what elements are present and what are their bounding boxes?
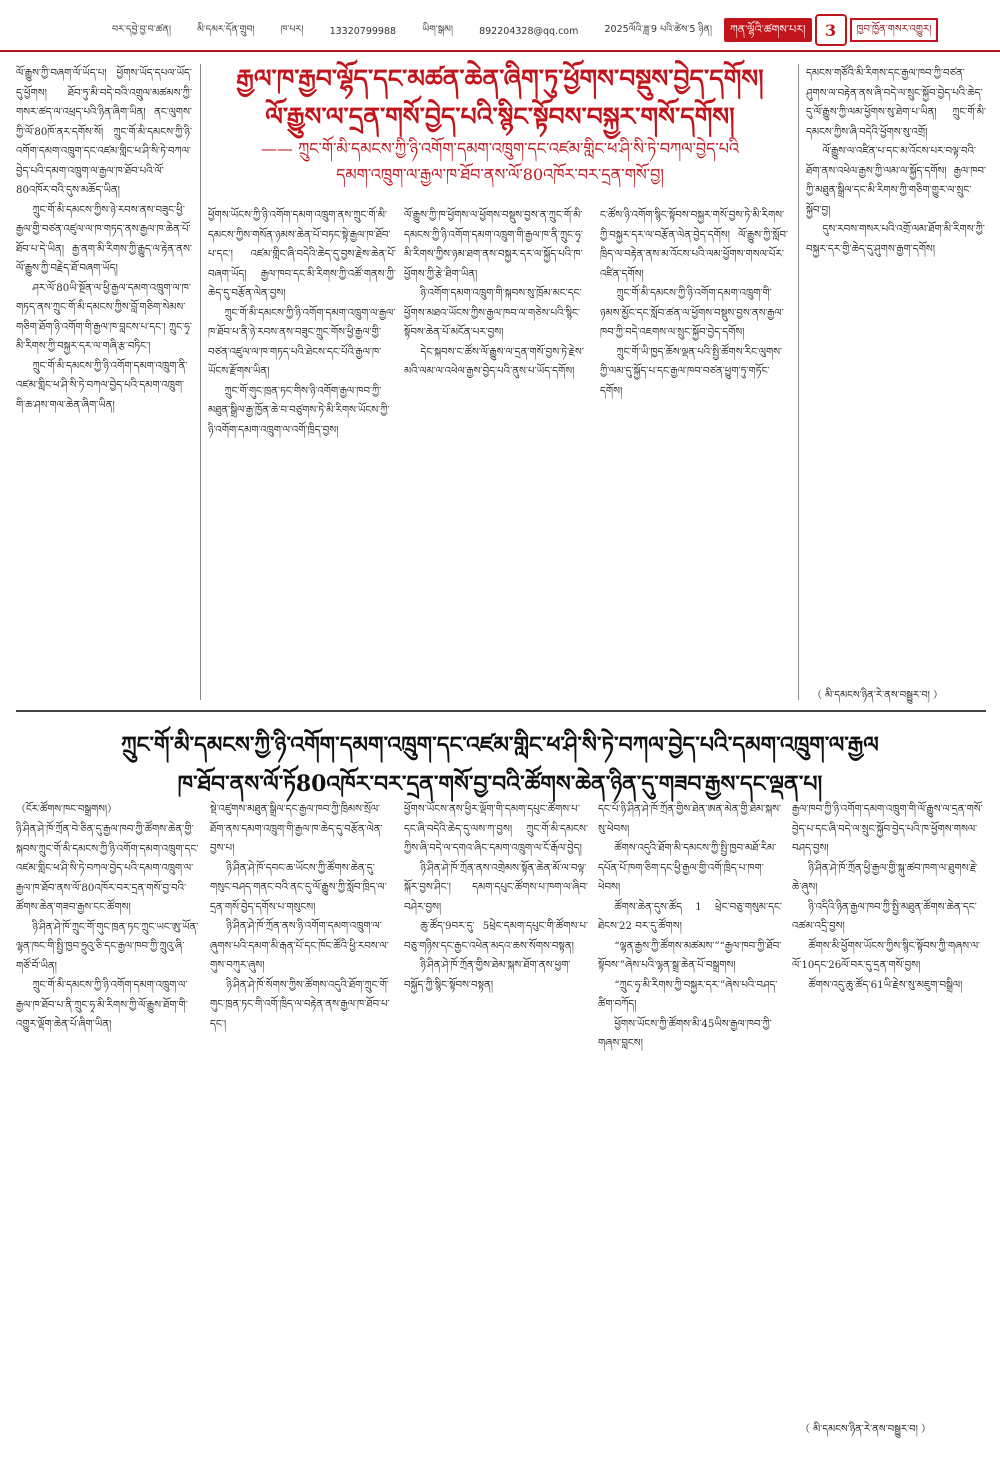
article1-column-mid2 <box>404 206 592 704</box>
article2-title-line1: ཀྲུང་གོ་མི་དམངས་ཀྱི་ཉི་འགོག་དམག་འཁྲུག་དང་འཛམ་གླིང་ཕ་ཤི་སི་ཏེ་བཀལ་བྱེད་པའི་དམག་འཁྲུག་ལ་རྒྱལ <box>121 732 879 758</box>
paragraph: སྡེ་འཛུགས་མཐུན་སྒྲིལ་དང་རྒྱལ་ཁབ་ཀྱི་ཁྲིམས་སྲོལ་ཐོག་ནས་དམག་འཁྲུག་གི་རྒྱལ་ཁ་ཆེད་དུ་བརྩོན་ལེན་བྱས་པ། <box>210 804 383 854</box>
paragraph: ཉི་འདིའི་ཉིན་རྒྱལ་ཁབ་ཀྱི་སྤྱི་མཐུན་ཚོགས་ཆེན་དང་འཚམ་འདྲི་བྱས། <box>792 901 977 932</box>
article2-title-line2: ཁ་ཐོབ་ནས་ལོ་ཏོ80འཁོར་བར་དྲན་གསོ་བྱ་བའི་ཚོགས་ཆེན་ཉིན་དུ་གཟབ་རྒྱས་དང་ལྡན་པ། <box>177 771 823 797</box>
article2-byline: （ མི་དམངས་ཉིན་རེ་ནས་བསྒྱུར་བ། ） <box>800 1424 931 1435</box>
paragraph: ཕྱོགས་ཡོངས་ཀྱི་ཉི་འགོག་དམག་འཁྲུག་ནས་ཀྲུང་གོ་མི་དམངས་ཀྱིས་གསོན་ཉམས་ཆེན་པོ་བཏང་སྟེ་རྒྱལ་ཁ་ཐོབ་པ་དང་། འཛམ་གླིང་ཞི་བདེའི་ཆེད་དུ་བྱས་རྗེས་ཆེན་པོ་བཞག་ཡོད། རྒྱལ་ཁབ་དང་མི་རིགས་ཀྱི་འཚོ་གནས་ཀྱི་ཆེད་དུ་བརྩོན་ལེན་བྱས། <box>208 210 396 299</box>
paragraph: ཀྲུང་གོ་མི་དམངས་ཀྱིས་ཉེ་རབས་ནས་བཟུང་ཕྱི་རྒྱལ་གྱི་བཙན་འཛུལ་ལ་ཁ་གཏད་ནས་རྒྱལ་ཁ་ཆེན་པོ་ཐོབ་པ་དེ་ཡིན། རྒྱ་ནག་མི་རིགས་ཀྱི་རྒྱུད་ལ་རྟེན་ནས་ལོ་རྒྱུས་ཀྱི་བརྗེད་ཐོ་བཞག་ཡོད། <box>16 204 192 274</box>
page-number: 3 <box>815 14 847 46</box>
section-divider <box>16 710 986 712</box>
article1-column-right <box>806 64 986 680</box>
paragraph: ཀྲུང་གོ་མི་དམངས་ཀྱི་ཉི་འགོག་དམག་འཁྲུག་གི་ཉམས་མྱོང་དང་སློབ་ཚན་ལ་ཕྱོགས་བསྡུས་བྱས་ནས་རྒྱལ་ཁབ་ཀྱི་བདེ་འཇགས་ལ་སྲུང་སྐྱོབ་བྱེད་དགོས། <box>600 288 784 338</box>
email-label: ཡིག་སྒམ། <box>422 23 453 35</box>
paragraph: ཉི་ཤིན་ཤེ་ཁོ་དབང་ཆ་ཡོངས་ཀྱི་ཚོགས་ཆེན་དུ་གསུང་བཤད་གནང་བའི་ནང་དུ་ལོ་རྒྱུས་ཀྱི་སློབ་ཁྲིད་ལ་དྲན་གསོ་བྱེད་དགོས་པ་གསུངས། <box>210 862 387 913</box>
paragraph: ལོ་རྒྱུས་ཀྱི་བཞག་ལོ་ཡོད་པ། ཕྱོགས་ཡོད་དཔལ་ཡོད་དུ་ཕྱོགས། ཐོབ་ཏུ་མི་བདེ་བའི་འགྲུལ་མཚམས་ཀྱི་གསར་ཚད་ལ་འཕྲད་པའི་ཉིན་ཞིག་ཡིན། ནང་ལུགས་ཀྱི་ལོ་80ཁོ་ནར་དགོས་སོ། ཀྲུང་གོ་མི་དམངས་ཀྱི་ཉི་འགོག་དམག་འཁྲུག་དང་འཛམ་གླིང་ཕ་ཤི་སི་ཏེ་བཀལ་བྱེད་པའི་དམག་འཁྲུག་ལ་རྒྱལ་ཁ་ཐོབ་པའི་ལོ་80འཁོར་བའི་དུས་མཆོད་ཡིན། <box>16 68 192 196</box>
phone-number: 13320799988 <box>329 25 397 37</box>
article1-subtitle-line1: —— ཀྲུང་གོ་མི་དམངས་ཀྱི་ཉི་འགོག་དམག་འཁྲུག་དང་འཛམ་གླིང་ཕ་ཤི་སི་ཏེ་བཀལ་བྱེད་པའི <box>260 139 740 158</box>
paragraph: ཚོགས་ཆེན་དུས་ཚོད 1 ཕྲེང་བཅུ་གསུམ་དང་ཐེངས་22 བར་དུ་ཚོགས། <box>598 901 782 932</box>
article2-column-4 <box>598 800 782 1448</box>
paragraph: ཆུ་ཚོད་9བར་དུ་ 5ཕྲེང་དམག་དཔུང་གི་ཚོགས་པ་བཅུ་གཉིས་དང་རྒྱང་འཕེན་མདའ་ཆས་སོགས་བསྟན། <box>404 921 588 952</box>
article1-title-line1: རྒྱལ་ཁ་རྒྱབ་ལྷོད་དང་མཚན་ཆེན་ཞིག་ཏུ་ཕྱོགས་བསྡུས་བྱེད་དགོས། <box>236 64 764 93</box>
paragraph: ལོ་རྒྱུས་ཀྱི་ཁ་ཕྱོགས་ལ་ཕྱོགས་བསྡུས་བྱས་ན་ཀྲུང་གོ་མི་དམངས་ཀྱི་ཉི་འགོག་དམག་འཁྲུག་གི་རྒྱལ་ཁ་ནི་ཀྲུང་ཧྭ་མི་རིགས་ཀྱིས་ཉམ་ཐག་ནས་བསྐྱར་དར་ལ་སྐྱོད་པའི་ཁ་ཕྱོགས་ཀྱི་རྩེ་ཐིག་ཡིན། <box>404 210 583 280</box>
article2-column-2 <box>210 800 394 1448</box>
paragraph: ཀྲུང་གོ་མི་དམངས་ཀྱི་ཉི་འགོག་དམག་འཁྲུག་ནི་འཛམ་གླིང་ཕ་ཤི་སི་ཏེ་བཀལ་བྱེད་པའི་དམག་འཁྲུག་གི་ཆ་ཤས་གལ་ཆེན་ཞིག་ཡིན། <box>16 360 188 411</box>
paragraph: ཚོགས་འདུའི་ཐོག་མི་དམངས་ཀྱི་སྤྱི་ཁྱབ་མཐོ་རིམ་དཔོན་པོ་ཁག་ཅིག་དང་ཕྱི་རྒྱལ་གྱི་འགོ་ཁྲིད་པ་ཁག་ཕེབས། <box>598 843 777 893</box>
paragraph: ཀྲུང་གོ་མི་དམངས་ཀྱི་ཉི་འགོག་དམག་འཁྲུག་ལ་རྒྱལ་ཁ་ཐོབ་པ་ནི་ཉེ་རབས་ནས་བཟུང་ཀྲུང་གོས་ཕྱི་རྒྱལ་གྱི་བཙན་འཛུལ་ལ་ཁ་གཏད་པའི་ཐེངས་དང་པོའི་རྒྱལ་ཁ་ཡོངས་རྫོགས་ཡིན། <box>208 307 396 377</box>
paragraph: ཚོགས་མི་ཕྱོགས་ཡོངས་ཀྱིས་སྙིང་སྟོབས་ཀྱི་གཞས་ལ་ལོ་10དང་26ལོ་བར་དུ་དྲན་གསོ་བྱས། <box>792 940 981 971</box>
paragraph: དམངས་གཙོའི་མི་རིགས་དང་རྒྱལ་ཁབ་ཀྱི་བཙན་ཤུགས་ལ་བརྟེན་ནས་ཞི་བདེ་ལ་སྲུང་སྐྱོབ་བྱེད་པའི་ཆེད་དུ་ལོ་རྒྱུས་ཀྱི་ལམ་ཕྱོགས་སུ་ཐེག་པ་ཡིན། ཀྲུང་གོ་མི་དམངས་ཀྱིས་ཞི་བདེའི་ཕྱོགས་སུ་འགྲོ། <box>806 68 986 138</box>
paragraph: རྒྱལ་ཁབ་ཀྱི་ཉི་འགོག་དམག་འཁྲུག་གི་ལོ་རྒྱུས་ལ་དྲན་གསོ་བྱེད་པ་དང་ཞི་བདེ་ལ་སྲུང་སྐྱོབ་བྱེད་པའི་ཁ་ཕྱོགས་གསལ་བཤད་བྱས། <box>792 804 983 854</box>
article1-subtitle-line2: དམག་འཁྲུག་ལ་རྒྱལ་ཁ་ཐོབ་ནས་ལོ་80འཁོར་བར་དྲན་གསོ་བྱ། <box>336 165 664 184</box>
paragraph: ཀྲུང་གོ་གུང་ཁྲན་ཏང་གིས་ཉི་འགོག་རྒྱལ་ཁབ་ཀྱི་མཐུན་སྒྲིལ་རྒྱ་ཁྱོན་ཆེ་བ་བཙུགས་ཏེ་མི་རིགས་ཡོངས་ཀྱི་ཉི་འགོག་དམག་འཁྲུག་ལ་འགོ་ཁྲིད་བྱས། <box>208 385 390 436</box>
article2-column-1 <box>16 820 200 1448</box>
paragraph: དང་པོ་ཉི་ཤིན་ཤེ་ཁོ་ཀྲོན་གྱིས་ཐེན་ཨན་མེན་གྱི་ཐེམ་སྐས་སུ་ཕེབས། <box>598 804 782 835</box>
phone-label: ཁ་པར། <box>280 23 304 35</box>
article1-column-mid3 <box>600 206 788 704</box>
editor-label: བར་དབྱེ་བྱ་བ་ཚན། <box>112 23 171 35</box>
article1-column-left <box>16 64 192 704</box>
paragraph: ང་ཚོས་ཉི་འགོག་སྙིང་སྟོབས་བསྐྱར་གསོ་བྱས་ཏེ་མི་རིགས་ཀྱི་བསྐྱར་དར་ལ་བརྩོན་ལེན་བྱེད་དགོས། ལོ་རྒྱུས་ཀྱི་སློབ་ཁྲིད་ལ་བརྟེན་ནས་མ་འོངས་པའི་ལམ་ཕྱོགས་གསལ་པོར་འཛིན་དགོས། <box>600 210 788 280</box>
newspaper-name: ཀན་ལྷོའི་ཚགས་པར། <box>724 18 812 42</box>
column-divider <box>798 64 799 700</box>
paragraph: ཉི་ཤིན་ཤེ་ཁོ་ཀྲོན་ནས་འགྲེམས་སྟོན་ཆེན་མོ་ལ་བལྟ་སྐོར་བྱས་ཤིང་། དམག་དཔུང་ཚོགས་པ་ཁག་ལ་ཞིབ་བཤེར་བྱས། <box>404 862 588 913</box>
paragraph: ཀྲུང་གོ་ཡི་ཁྱད་ཆོས་ལྡན་པའི་སྤྱི་ཚོགས་རིང་ལུགས་ཀྱི་ལམ་དུ་སྐྱོད་པ་དང་རྒྱལ་ཁབ་བཙན་ཕྱུག་ཏུ་གཏོང་དགོས། <box>600 346 783 397</box>
paragraph: ལོ་རྒྱུས་ལ་འཛིན་པ་དང་མ་འོངས་པར་བལྟ་བའི་ཐོག་ནས་འཕེལ་རྒྱས་ཀྱི་ལམ་ལ་སྐྱོད་དགོས། རྒྱལ་ཁབ་ཀྱི་མཐུན་སྒྲིལ་དང་མི་རིགས་ཀྱི་གཅིག་གྱུར་ལ་སྲུང་སྐྱོབ་བྱ། <box>806 146 986 216</box>
email-address: 892204328@qq.com <box>479 25 579 37</box>
article1-title-line2: ལོ་རྒྱུས་ལ་དྲན་གསོ་བྱེད་པའི་སྙིང་སྟོབས་བསྐྱར་གསོ་དགོས། <box>265 102 735 131</box>
issue-date: 2025ལོའི་ཟླ་9 པའི་ཚེས་5 ཉིན། <box>604 23 712 35</box>
section-tag: ཁྱབ་ཁྱོན་གསར་འགྱུར། <box>850 18 939 42</box>
paragraph: ཀྲུང་གོ་མི་དམངས་ཀྱི་ཉི་འགོག་དམག་འཁྲུག་ལ་རྒྱལ་ཁ་ཐོབ་པ་ནི་ཀྲུང་ཧྭ་མི་རིགས་ཀྱི་ལོ་རྒྱུས་ཐོག་གི་འགྱུར་ལྡོག་ཆེན་པོ་ཞིག་ཡིན། <box>16 980 188 1030</box>
masthead-meta <box>112 22 712 40</box>
paragraph: ཕྱོགས་ཡོངས་ནས་ཕྱིར་ལྡོག་གི་དམག་དཔུང་ཚོགས་པ་དང་ཞི་བདེའི་ཆེད་དུ་ལས་ཀ་བྱས། ཀྲུང་གོ་མི་དམངས་ཀྱིས་ཞི་བདེ་ལ་དགའ་ཞིང་དམག་འཁྲུག་ལ་ངོ་རྒོལ་བྱེད། <box>404 804 588 854</box>
paragraph: དེང་སྐབས་ང་ཚོས་ལོ་རྒྱུས་ལ་དྲན་གསོ་བྱས་ཏེ་རྗེས་མའི་ལམ་ལ་འཕེལ་རྒྱས་བྱེད་པའི་ནུས་པ་ཡོད་དགོས། <box>404 346 584 377</box>
paragraph: ཕྱོགས་ཡོངས་ཀྱི་ཚོགས་མི་45ཡིས་རྒྱལ་ཁབ་ཀྱི་གཞས་བླངས། <box>598 1018 772 1049</box>
article1-headline <box>205 60 795 188</box>
paragraph: “ཀྲུང་ཧྭ་མི་རིགས་ཀྱི་བསྐྱར་དར་”ཞེས་པའི་བཤད་ཚིག་བཀོད། <box>598 979 778 1010</box>
article2-headline <box>20 726 980 804</box>
paragraph: ཉི་ཤིན་ཤེ་ཁོ་ཀྲོན་ནས་ཉི་འགོག་དམག་འཁྲུག་ལ་ཞུགས་པའི་དམག་མི་རྒན་པོ་དང་ཁོང་ཚོའི་ཕྱི་རབས་ལ་གུས་བཀུར་ཞུས། <box>210 921 389 971</box>
paragraph: ཉི་ཤིན་ཤེ་ཁོ་ཀྲོན་བེ་ཅིན་དུ་རྒྱལ་ཁབ་ཀྱི་ཚོགས་ཆེན་གྱི་སྐབས་ཀྲུང་གོ་མི་དམངས་ཀྱི་ཉི་འགོག་དམག་འཁྲུག་དང་འཛམ་གླིང་ཕ་ཤི་སི་ཏེ་བཀལ་བྱེད་པའི་དམག་འཁྲུག་ལ་རྒྱལ་ཁ་ཐོབ་ནས་ལོ་80འཁོར་བར་དྲན་གསོ་བྱ་བའི་ཚོགས་ཆེན་གཟབ་རྒྱས་ངང་ཚོགས། <box>16 824 199 913</box>
brand-block <box>724 16 986 44</box>
editor-name: མི་དམར་དོན་གྲུབ། <box>197 23 255 35</box>
article2-column-5 <box>792 800 984 1412</box>
paragraph: ཉི་ཤིན་ཤེ་ཁོ་ཀྲོན་གྱིས་ཐེམ་སྐས་ཐོག་ནས་ཕྱག་བསྐྱོད་ཀྱི་སྙིང་སྟོབས་བསྟན། <box>404 960 571 991</box>
article2-column-3 <box>404 800 588 1448</box>
paragraph: “ལྷན་རྒྱས་ཀྱི་ཚོགས་མཚམས་”“རྒྱལ་ཁབ་ཀྱི་ཐོབ་སྟོབས་”ཞེས་པའི་ལྷན་སྒྲ་ཆེན་པོ་བསྒྲགས། <box>598 940 782 971</box>
paragraph: ཚོགས་འདུ་ཆུ་ཚོད་61ཡི་རྗེས་སུ་མཇུག་བསྒྲིལ། <box>808 979 963 991</box>
paragraph: ཉི་འགོག་དམག་འཁྲུག་གི་སྐབས་སུ་ཁྲོམ་མང་དང་ཕྱོགས་མཐའ་ཡོངས་ཀྱིས་རྒྱལ་ཁབ་ལ་གཅེས་པའི་སྙིང་སྟོབས་ཆེན་པོ་མངོན་པར་བྱས། <box>404 288 582 338</box>
paragraph: ཤར་ལོ་80ཡི་སྔོན་ལ་ཕྱི་རྒྱལ་དམག་འཁྲུག་ལ་ཁ་གཏད་ནས་ཀྲུང་གོ་མི་དམངས་ཀྱིས་བློ་གཅིག་སེམས་གཅིག་ཐོག་ཉི་འགོག་གི་རྒྱལ་ཁ་བླངས་པ་དང་། ཀྲུང་ཧྭ་མི་རིགས་ཀྱི་བསྐྱར་དར་ལ་གཞི་རྩ་བཏིང་། <box>16 282 192 352</box>
paragraph: དུས་རབས་གསར་པའི་འགྲོ་ལམ་ཐོག་མི་རིགས་ཀྱི་བསྐྱར་དར་གྱི་ཆེད་དུ་ཤུགས་རྒྱག་དགོས། <box>806 224 985 255</box>
masthead <box>0 0 1000 52</box>
paragraph: ཉི་ཤིན་ཤེ་ཁོ་ཀྲོན་ཕྱི་རྒྱལ་གྱི་སྐུ་ཚབ་ཁག་ལ་ཐུགས་རྗེ་ཆེ་ཞུས། <box>792 862 978 893</box>
paragraph: ཉི་ཤིན་ཤེ་ཁོ་སོགས་ཀྱིས་ཚོགས་འདུའི་ཐོག་ཀྲུང་གོ་གུང་ཁྲན་ཏང་གི་འགོ་ཁྲིད་ལ་བརྟེན་ནས་རྒྱལ་ཁ་ཐོབ་པ་དང་། <box>210 979 390 1030</box>
article1-column-mid1 <box>208 206 396 704</box>
column-divider <box>200 64 201 700</box>
article2-source-tag: （ངོར་ཚོགས་ཁང་བསྒྲགས།） <box>16 804 118 815</box>
article1-byline: （ མི་དམངས་ཉིན་རེ་ནས་བསྒྱུར་བ། ） <box>812 690 943 701</box>
paragraph: ཉི་ཤིན་ཤེ་ཁོ་ཀྲུང་གོ་གུང་ཁྲན་ཏང་ཀྲུང་ཡང་ཨུ་ཡོན་ལྷན་ཁང་གི་སྤྱི་ཁྱབ་ཧྲུའུ་ཅི་དང་རྒྱལ་ཁབ་ཀྱི་ཀྲུའུ་ཞི་གཙོ་བོ་ཡིན། <box>16 921 199 972</box>
